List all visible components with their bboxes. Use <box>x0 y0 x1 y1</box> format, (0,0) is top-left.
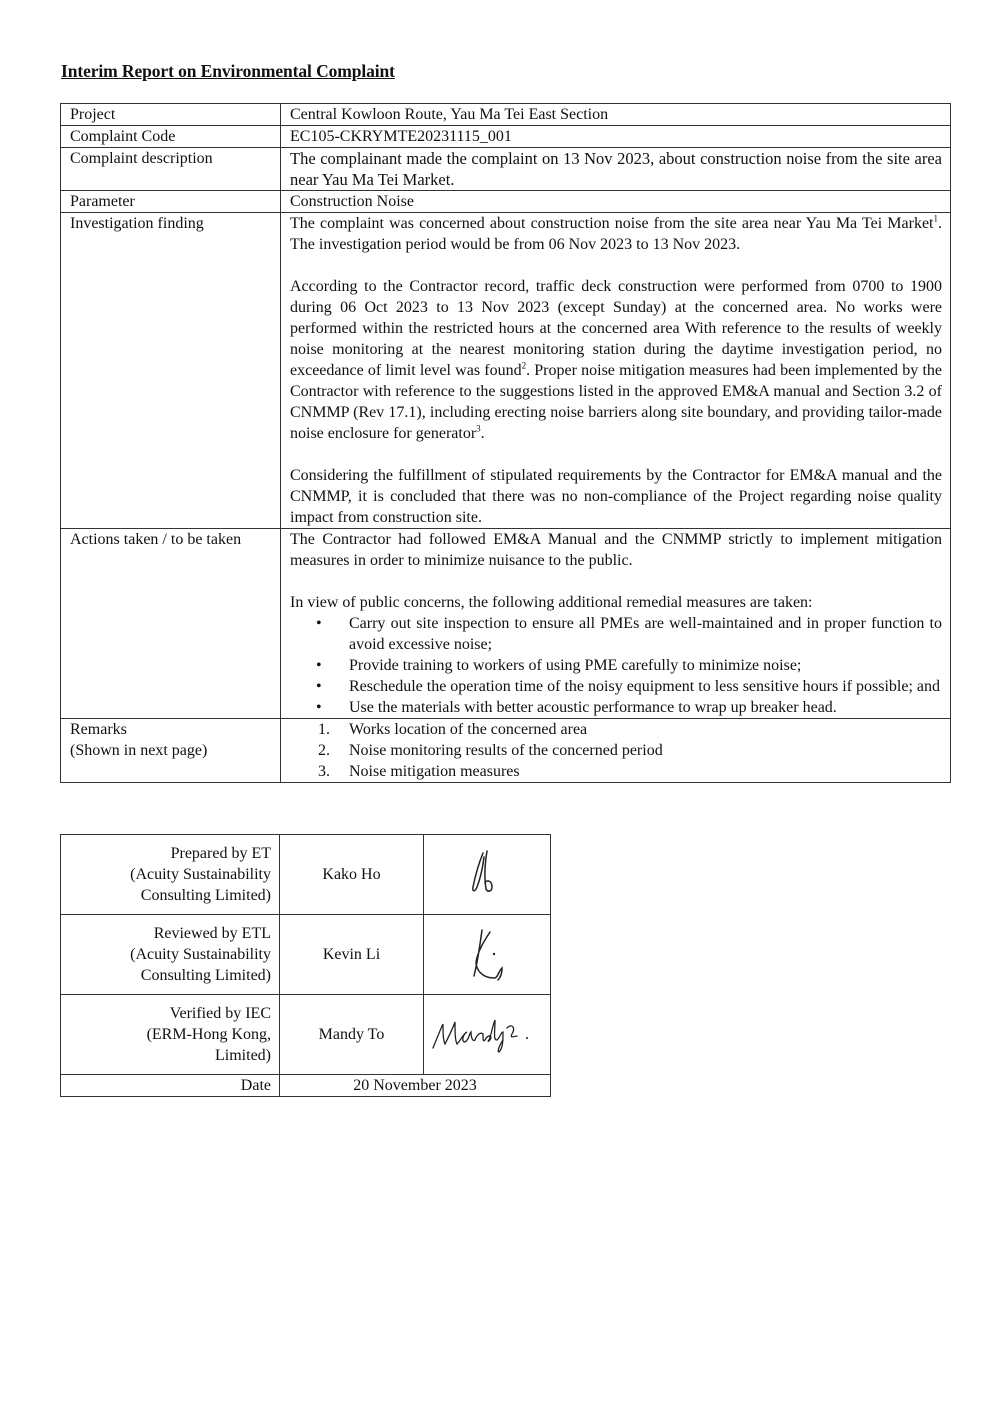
list-item <box>318 761 942 782</box>
list-item <box>318 740 942 761</box>
role-label <box>61 835 280 915</box>
row-label <box>61 719 281 783</box>
row-label: Parameter <box>61 191 281 213</box>
footnote-ref: 1 <box>933 213 938 224</box>
signer-name: Kako Ho <box>280 835 424 915</box>
table-row-complaint-code <box>61 126 951 148</box>
table-row-complaint-description <box>61 148 951 191</box>
date-label: Date <box>61 1075 280 1097</box>
role-org: (ERM-Hong Kong, <box>146 1026 271 1043</box>
text: . Proper noise mitigation measures had been implemented by the Contractor with reference to the suggestions listed in the approved EM&A manual and Section 3.2 of CNMMP (Rev 17.1), including erecting noise barriers along site boundary, and providing tailor-made noise enclosure for generator <box>290 362 942 442</box>
remedial-measures-list <box>290 613 942 718</box>
signature-cell <box>424 995 551 1075</box>
row-label: Actions taken / to be taken <box>61 529 281 719</box>
role-org: (Acuity Sustainability <box>130 866 271 883</box>
role-org: (Acuity Sustainability <box>130 946 271 963</box>
finding-paragraph-3: Considering the fulfillment of stipulated requirements by the Contractor for EM&A manual and the CNMMP, it is concluded that there was no non-compliance of the Project regarding noise quality impact from construction site. <box>290 467 942 526</box>
footnote-ref: 3 <box>476 423 481 434</box>
role-title: Verified by IEC <box>169 1005 271 1022</box>
finding-paragraph-1 <box>290 213 942 255</box>
signoff-table <box>60 834 551 1097</box>
row-label: Complaint description <box>61 148 281 191</box>
actions-paragraph-2: In view of public concerns, the following additional remedial measures are taken: <box>290 594 813 611</box>
actions-paragraph-1: The Contractor had followed EM&A Manual and the CNMMP strictly to implement mitigation measures in order to minimize nuisance to the public. <box>290 531 942 569</box>
role-org: Limited) <box>215 1047 271 1064</box>
signature-cell <box>424 915 551 995</box>
row-value <box>281 529 951 719</box>
row-value: Central Kowloon Route, Yau Ma Tei East Section <box>281 104 951 126</box>
remarks-note: (Shown in next page) <box>70 742 208 759</box>
signoff-row-reviewed <box>61 915 551 995</box>
item-number: 3. <box>318 763 330 780</box>
item-number: 1. <box>318 721 330 738</box>
table-row-parameter <box>61 191 951 213</box>
description-text: The complainant made the complaint on 13 Nov 2023, about construction noise from the site area near Yau Ma Tei Market. <box>290 149 942 189</box>
text: The complaint was concerned about construction noise from the site area near Yau Ma Tei Market <box>290 215 934 232</box>
row-value <box>281 719 951 783</box>
table-row-project <box>61 104 951 126</box>
signer-name: Kevin Li <box>280 915 424 995</box>
role-label <box>61 995 280 1075</box>
row-label: Project <box>61 104 281 126</box>
row-value: EC105-CKRYMTE20231115_001 <box>281 126 951 148</box>
list-item: • Provide training to workers of using PME carefully to minimize noise; <box>349 655 942 676</box>
row-value <box>281 213 951 529</box>
text: . <box>480 425 485 442</box>
handwritten-signature-icon <box>452 920 522 990</box>
row-label: Complaint Code <box>61 126 281 148</box>
row-value <box>281 148 951 191</box>
text: . The investigation period would be from 06 Nov 2023 to 13 Nov 2023. <box>290 215 942 253</box>
list-item <box>318 719 942 740</box>
signer-name: Mandy To <box>280 995 424 1075</box>
remarks-label: Remarks <box>70 721 127 738</box>
finding-paragraph-2 <box>290 276 942 444</box>
role-org: Consulting Limited) <box>140 887 271 904</box>
row-label: Investigation finding <box>61 213 281 529</box>
signoff-row-prepared <box>61 835 551 915</box>
signoff-row-date <box>61 1075 551 1097</box>
complaint-details-table <box>60 103 951 783</box>
role-title: Prepared by ET <box>170 845 271 862</box>
row-value: Construction Noise <box>281 191 951 213</box>
footnote-ref: 2 <box>521 360 527 371</box>
list-item: • Carry out site inspection to ensure all PMEs are well-maintained and in proper function to avoid excessive noise; <box>349 613 942 655</box>
handwritten-signature-icon <box>427 1010 547 1060</box>
item-text: Works location of the concerned area <box>349 721 588 738</box>
handwritten-signature-icon <box>457 845 517 905</box>
signature-cell <box>424 835 551 915</box>
item-text: Noise mitigation measures <box>349 763 520 780</box>
remarks-list <box>290 719 942 782</box>
table-row-remarks <box>61 719 951 783</box>
list-item: • Reschedule the operation time of the noisy equipment to less sensitive hours if possible; and <box>349 676 942 697</box>
list-item: • Use the materials with better acoustic performance to wrap up breaker head. <box>349 697 942 718</box>
role-title: Reviewed by ETL <box>153 925 271 942</box>
role-label <box>61 915 280 995</box>
item-text: Noise monitoring results of the concerned period <box>349 742 663 759</box>
text: According to the Contractor record, traffic deck construction were performed from 0700 to 1900 during 06 Oct 2023 to 13 Nov 2023 (except Sunday) at the concerned area. No works were performed within the restricted hours at the concerned area With reference to the results of weekly noise monitoring at the nearest monitoring station during the daytime investigation period, no exceedance of limit level was found <box>290 278 942 379</box>
signoff-row-verified <box>61 995 551 1075</box>
item-number: 2. <box>318 742 330 759</box>
table-row-actions <box>61 529 951 719</box>
document-title: Interim Report on Environmental Complaint <box>61 61 395 81</box>
role-org: Consulting Limited) <box>140 967 271 984</box>
table-row-investigation-finding <box>61 213 951 529</box>
date-value: 20 November 2023 <box>280 1075 551 1097</box>
